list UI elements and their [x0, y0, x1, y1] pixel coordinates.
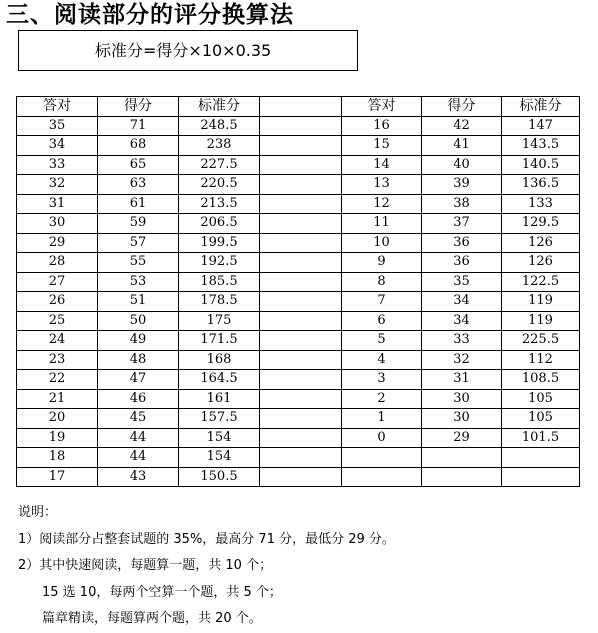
correct-count-cell: 17 — [17, 467, 98, 487]
table-row — [17, 448, 580, 468]
correct-count-cell: 9 — [342, 253, 422, 273]
correct-count-cell: 22 — [17, 370, 98, 390]
correct-count-cell: 1 — [342, 409, 422, 429]
standard-score-cell: 126 — [502, 233, 580, 253]
raw-score-cell: 30 — [422, 389, 502, 409]
correct-count-cell: 32 — [17, 175, 98, 195]
correct-count-cell: 15 — [342, 136, 422, 156]
standard-score-cell: 140.5 — [502, 155, 580, 175]
raw-score-cell: 34 — [422, 292, 502, 312]
standard-score-cell: 122.5 — [502, 272, 580, 292]
standard-score-cell: 199.5 — [179, 233, 260, 253]
note-line: 1）阅读部分占整套试题的 35%，最高分 71 分，最低分 29 分。 — [18, 531, 395, 547]
standard-score-cell: 178.5 — [179, 292, 260, 312]
raw-score-cell: 68 — [98, 136, 179, 156]
correct-count-cell: 4 — [342, 350, 422, 370]
column-gap — [260, 350, 342, 370]
correct-count-cell: 30 — [17, 214, 98, 234]
score-conversion-table — [16, 96, 580, 487]
correct-count-cell: 3 — [342, 370, 422, 390]
table-row — [17, 253, 580, 273]
raw-score-cell: 51 — [98, 292, 179, 312]
table-row — [17, 136, 580, 156]
correct-count-cell: 28 — [17, 253, 98, 273]
correct-count-cell: 7 — [342, 292, 422, 312]
column-gap — [260, 467, 342, 487]
header-score-left: 得分 — [98, 97, 179, 117]
standard-score-cell: 119 — [502, 311, 580, 331]
raw-score-cell: 48 — [98, 350, 179, 370]
standard-score-cell: 154 — [179, 428, 260, 448]
raw-score-cell: 43 — [98, 467, 179, 487]
raw-score-cell: 41 — [422, 136, 502, 156]
correct-count-cell: 24 — [17, 331, 98, 351]
column-gap — [260, 389, 342, 409]
correct-count-cell: 12 — [342, 194, 422, 214]
standard-score-cell: 105 — [502, 409, 580, 429]
header-standard-right: 标准分 — [502, 97, 580, 117]
standard-score-cell — [502, 448, 580, 468]
raw-score-cell: 71 — [98, 116, 179, 136]
raw-score-cell: 44 — [98, 428, 179, 448]
column-gap — [260, 409, 342, 429]
correct-count-cell: 11 — [342, 214, 422, 234]
raw-score-cell: 29 — [422, 428, 502, 448]
raw-score-cell: 32 — [422, 350, 502, 370]
correct-count-cell: 26 — [17, 292, 98, 312]
table-row — [17, 409, 580, 429]
correct-count-cell — [342, 448, 422, 468]
standard-score-cell: 161 — [179, 389, 260, 409]
raw-score-cell: 36 — [422, 233, 502, 253]
raw-score-cell: 42 — [422, 116, 502, 136]
raw-score-cell: 30 — [422, 409, 502, 429]
raw-score-cell: 65 — [98, 155, 179, 175]
column-gap — [260, 175, 342, 195]
notes-section — [18, 500, 395, 633]
formula-box — [18, 30, 358, 71]
table-row — [17, 389, 580, 409]
standard-score-cell: 136.5 — [502, 175, 580, 195]
table-row — [17, 155, 580, 175]
raw-score-cell: 53 — [98, 272, 179, 292]
standard-score-cell — [502, 467, 580, 487]
standard-score-cell: 147 — [502, 116, 580, 136]
correct-count-cell: 8 — [342, 272, 422, 292]
column-gap — [260, 136, 342, 156]
correct-count-cell: 29 — [17, 233, 98, 253]
table-header-row — [17, 97, 580, 117]
table-row — [17, 214, 580, 234]
standard-score-cell: 105 — [502, 389, 580, 409]
standard-score-cell: 213.5 — [179, 194, 260, 214]
standard-score-cell: 220.5 — [179, 175, 260, 195]
standard-score-cell: 248.5 — [179, 116, 260, 136]
correct-count-cell: 31 — [17, 194, 98, 214]
correct-count-cell: 27 — [17, 272, 98, 292]
standard-score-cell: 129.5 — [502, 214, 580, 234]
correct-count-cell: 16 — [342, 116, 422, 136]
correct-count-cell: 10 — [342, 233, 422, 253]
standard-score-cell: 119 — [502, 292, 580, 312]
correct-count-cell: 18 — [17, 448, 98, 468]
table-row — [17, 194, 580, 214]
raw-score-cell: 40 — [422, 155, 502, 175]
header-correct-right: 答对 — [342, 97, 422, 117]
standard-score-cell: 157.5 — [179, 409, 260, 429]
correct-count-cell: 2 — [342, 389, 422, 409]
raw-score-cell: 46 — [98, 389, 179, 409]
correct-count-cell: 13 — [342, 175, 422, 195]
column-gap — [260, 448, 342, 468]
raw-score-cell: 33 — [422, 331, 502, 351]
standard-score-cell: 227.5 — [179, 155, 260, 175]
table-row — [17, 350, 580, 370]
standard-score-cell: 112 — [502, 350, 580, 370]
raw-score-cell: 38 — [422, 194, 502, 214]
raw-score-cell: 55 — [98, 253, 179, 273]
standard-score-cell: 175 — [179, 311, 260, 331]
raw-score-cell: 57 — [98, 233, 179, 253]
standard-score-cell: 185.5 — [179, 272, 260, 292]
header-correct-left: 答对 — [17, 97, 98, 117]
raw-score-cell: 50 — [98, 311, 179, 331]
standard-score-cell: 108.5 — [502, 370, 580, 390]
standard-score-cell: 171.5 — [179, 331, 260, 351]
table-row — [17, 331, 580, 351]
correct-count-cell: 35 — [17, 116, 98, 136]
standard-score-cell: 101.5 — [502, 428, 580, 448]
standard-score-cell: 164.5 — [179, 370, 260, 390]
raw-score-cell: 63 — [98, 175, 179, 195]
raw-score-cell: 44 — [98, 448, 179, 468]
standard-score-cell: 192.5 — [179, 253, 260, 273]
raw-score-cell: 61 — [98, 194, 179, 214]
table-row — [17, 272, 580, 292]
column-gap — [260, 155, 342, 175]
raw-score-cell: 34 — [422, 311, 502, 331]
correct-count-cell — [342, 467, 422, 487]
page-title: 三、阅读部分的评分换算法 — [6, 1, 294, 28]
correct-count-cell: 21 — [17, 389, 98, 409]
table-row — [17, 233, 580, 253]
raw-score-cell: 39 — [422, 175, 502, 195]
table-row — [17, 311, 580, 331]
column-gap — [260, 116, 342, 136]
raw-score-cell — [422, 448, 502, 468]
raw-score-cell — [422, 467, 502, 487]
correct-count-cell: 0 — [342, 428, 422, 448]
standard-score-cell: 206.5 — [179, 214, 260, 234]
correct-count-cell: 19 — [17, 428, 98, 448]
column-gap — [260, 253, 342, 273]
standard-score-cell: 126 — [502, 253, 580, 273]
column-gap — [260, 214, 342, 234]
raw-score-cell: 35 — [422, 272, 502, 292]
column-gap — [260, 272, 342, 292]
raw-score-cell: 37 — [422, 214, 502, 234]
column-gap — [260, 311, 342, 331]
column-gap — [260, 233, 342, 253]
correct-count-cell: 25 — [17, 311, 98, 331]
correct-count-cell: 20 — [17, 409, 98, 429]
correct-count-cell: 23 — [17, 350, 98, 370]
note-line: 2）其中快速阅读，每题算一题，共 10 个； — [18, 558, 273, 573]
correct-count-cell: 34 — [17, 136, 98, 156]
raw-score-cell: 49 — [98, 331, 179, 351]
correct-count-cell: 14 — [342, 155, 422, 175]
note-line: 15 选 10，每两个空算一个题，共 5 个； — [42, 584, 282, 600]
correct-count-cell: 33 — [17, 155, 98, 175]
raw-score-cell: 31 — [422, 370, 502, 390]
standard-score-cell: 168 — [179, 350, 260, 370]
table-row — [17, 370, 580, 390]
standard-score-cell: 133 — [502, 194, 580, 214]
standard-score-cell: 150.5 — [179, 467, 260, 487]
column-gap — [260, 331, 342, 351]
header-standard-left: 标准分 — [179, 97, 260, 117]
column-gap — [260, 428, 342, 448]
column-gap — [260, 194, 342, 214]
raw-score-cell: 36 — [422, 253, 502, 273]
formula-text: 标准分=得分×10×0.35 — [95, 41, 272, 60]
header-score-right: 得分 — [422, 97, 502, 117]
table-row — [17, 467, 580, 487]
standard-score-cell: 225.5 — [502, 331, 580, 351]
table-row — [17, 116, 580, 136]
table-row — [17, 292, 580, 312]
standard-score-cell: 238 — [179, 136, 260, 156]
standard-score-cell: 154 — [179, 448, 260, 468]
column-gap — [260, 370, 342, 390]
correct-count-cell: 5 — [342, 331, 422, 351]
table-row — [17, 175, 580, 195]
table-row — [17, 428, 580, 448]
raw-score-cell: 59 — [98, 214, 179, 234]
raw-score-cell: 45 — [98, 409, 179, 429]
standard-score-cell: 143.5 — [502, 136, 580, 156]
column-gap — [260, 292, 342, 312]
column-gap — [260, 97, 342, 117]
raw-score-cell: 47 — [98, 370, 179, 390]
correct-count-cell: 6 — [342, 311, 422, 331]
notes-heading: 说明： — [18, 505, 58, 520]
note-line: 篇章精读，每题算两个题，共 20 个。 — [42, 611, 262, 626]
